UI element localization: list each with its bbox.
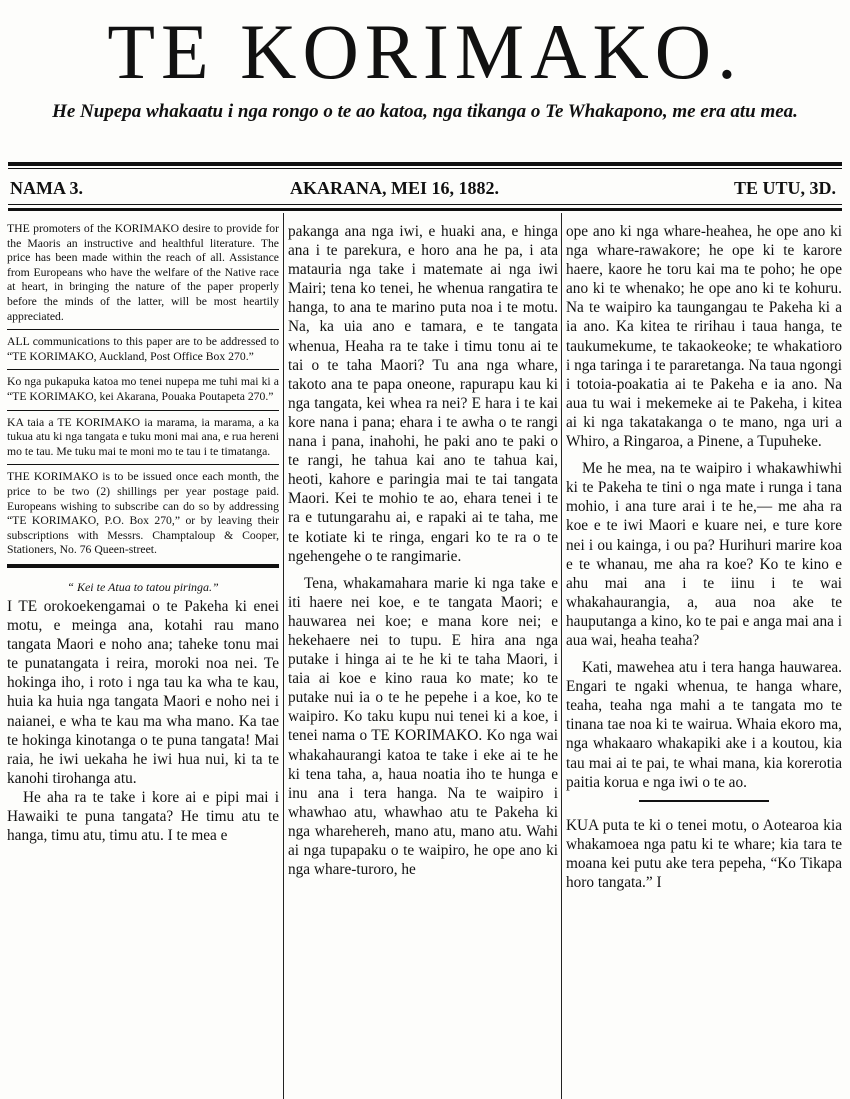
article-paragraph: He aha ra te take i kore ai e pipi mai i Hawaiki te puna tangata? He timu atu te hanga, timu atu, timu atu. I te mea e: [7, 788, 279, 845]
notice-promoters: THE promoters of the KORIMAKO desire to provide for the Maoris an instructive and healthful literature. The price has been made within the reach of all. Assistance from Europeans who have the welfare of the Native race at heart, in bringing the nature of the paper properly before the minds of the latter, will be most heartily appreciated.: [7, 222, 279, 323]
notice-subscription: THE KORIMAKO is to be issued once each month, the price to be two (2) shillings per year postage paid. Europeans wishing to subscribe can do so by addressing “TE KORIMAKO, P.O. Box 270,” or by leaving their subscriptions with Messrs. Champtaloup & Cooper, Stationers, No. 76 Queen-street.: [7, 470, 279, 557]
issue-number: NAMA 3.: [10, 178, 83, 198]
notice-separator: [7, 464, 279, 465]
masthead-subtitle: He Nupepa whakaatu i nga rongo o te ao katoa, nga tikanga o Te Whakapono, me era atu mea.: [52, 101, 798, 122]
header-rule-thin: [8, 168, 842, 169]
article-paragraph: I TE orokoekengamai o te Pakeha ki enei motu, e meinga ana, kotahi rau mano tangata Maori e noho ana; taheke tonu mai te punatangata i reira, moroki noa nei. Te hokinga iho, i roto i nga tau ka wha te kau, huia ka huia nga tangata Maori e noho nei i naianei, e wha te kau ma wha mano. Ka tae te hokinga kinotanga o te puna tangata! Mai raia, he iwi uekaha he iwi hua nui, ki ta te kanohi tirohanga atu.: [7, 597, 279, 787]
masthead-title: TE KORIMAKO.: [107, 8, 743, 95]
column-2: [288, 222, 558, 879]
column-1: [7, 222, 279, 845]
issue-date: AKARANA, MEI 16, 1882.: [290, 178, 499, 198]
notice-communications: ALL communications to this paper are to be addressed to “TE KORIMAKO, Auckland, Post Office Box 270.”: [7, 335, 279, 363]
article-paragraph: ope ano ki nga whare-heahea, he ope ano ki nga whare-rawakore; he ope ki te karore haere, kaore he toru kai ma te poho; he ope ano ki te whenako; he ope ano ki te kohuru. Na te waipiro ka taungangau te Pakeha ki a ia ano. Ka kitea te ririhau i taua hanga, te taukumekume, te takaokeoke; te whakatioro i nga taringa i te pararetanga. Na taua ngongi i totoia-poakatia ai te Pakeha e ia ano. Na aua tu wai i mekemeke ai te Pakeha, i kitea ai ki nga takatakanga o te mano, nga uri a Whiro, a Ringaroa, a Pinene, a Tupuheke.: [566, 223, 842, 451]
article-paragraph: Tena, whakamahara marie ki nga take e iti haere nei koe, e te tangata Maori; e hauwarea nei koe; e mana kore nei; e hekehaere nei to tupu. E hira ana nga putake i hinga ai te he ki te taha Maori, i taia ai koe e kino raua ko mate; ko te putake nui ia o te he pepehe i a koe, ko te waipiro. Ko taku kupu nui tenei ki a koe, i tenei nama o TE KORIMAKO. Ko nga wai whakahaurangi katoa te take i eke ai te he ki tena taha, a, haua noatia iho te hunga e inu ana i tera hanga. Na te waipiro i whawhao atu, whawhao atu te Pakeha ki nga wharehereh, mano atu, mano atu. Wahi ai nga tupapaku o te waipiro, he ope ano ki nga whare-turoro, he: [288, 574, 558, 879]
motto: “ Kei te Atua to tatou piringa.”: [67, 579, 219, 594]
dateline-rule-thin: [8, 204, 842, 205]
column-divider: [283, 213, 284, 1099]
notice-separator: [7, 329, 279, 330]
dateline-rule-thick: [8, 208, 842, 211]
article-rule: [639, 800, 769, 802]
notice-separator: [7, 410, 279, 411]
notice-separator: [7, 369, 279, 370]
article-paragraph: pakanga ana nga iwi, e huaki ana, e hinga ana i te parekura, e horo ana he pa, i ata matauria nga take i matemate ai nga iwi Mairi; tena ko tenei, he whenua rangatira te hanga, to ana te marino puta noa i te motu. Na, ka uia ano e tamara, e te tangata whenua, Heaha ra te take i timu tonu ai te tai o te taha Maori? Tu ana nga whare, takoto ana te papa oneone, rapurapu kau ki nga tangata, kei whea ra nei? E hara i te kai kore nana i pana; ehara i te awha o te rangi nana i pana, inahohi, he paki ano te paki o te rangi, he tahua kai ano te tahua kai, heoti, kahore e paringia mai te tai tangata Maori. Kei te mohio te ao, ehara tenei i te ra e tutungarahu ai, e rapaki ai te taha, me te kotiate ki te ringa, engari ko te ra o te ngehengehe o te rangimarie.: [288, 223, 558, 565]
notice-pukapuka: Ko nga pukapuka katoa mo tenei nupepa me tuhi mai ki a “TE KORIMAKO, kei Akarana, Pouaka Poutapeta 270.”: [7, 375, 279, 403]
section-rule: [7, 564, 279, 568]
header-rule-thick: [8, 162, 842, 166]
column-divider: [561, 213, 562, 1099]
article-paragraph: Me he mea, na te waipiro i whakawhiwhi ki te Pakeha te tini o nga mate i runga i tana mohio, i ana ture arai i te he,— me aha ra koe e te iwi Maori e kuare nei, e ture kore nei i ou kainga, i ou pa? Hurihuri marire koa e te whanau, me aha ra koe? Ko te kino e ahu mai ana i te iinu i te wai whakahaurangia, a, aua noa ake te hauputanga a kino, ko te pai e anga mai ana i aua wai, heaha teaha?: [566, 460, 842, 649]
article-paragraph: Kati, mawehea atu i tera hanga hauwarea. Engari te ngaki whenua, te hanga whare, teaha, teaha nga mahi a te tangata mo te tinana tae noa ki te wairua. Whaia ekoro ma, nga whakaaro whakapiki ake i a koutou, kia tau mai ai te pai, te whai mana, kia korerotia paitia korua e nga iwi o te ao.: [566, 659, 842, 791]
notice-taia: KA taia a TE KORIMAKO ia marama, ia marama, a ka tukua atu ki nga tangata e tuku moni mai ana, e rua hereni mo te tau. Me tuku mai te moni mo te tau i te timatanga.: [7, 415, 279, 458]
issue-price: TE UTU, 3D.: [733, 178, 836, 198]
article-paragraph: KUA puta te ki o tenei motu, o Aotearoa kia whakamoea nga patu ki te whare; kia tara te moana kei putu ake tera pepeha, “Ko Tikapa horo tangata.” I: [566, 816, 842, 891]
column-3: [566, 222, 842, 892]
dateline: [10, 178, 840, 204]
